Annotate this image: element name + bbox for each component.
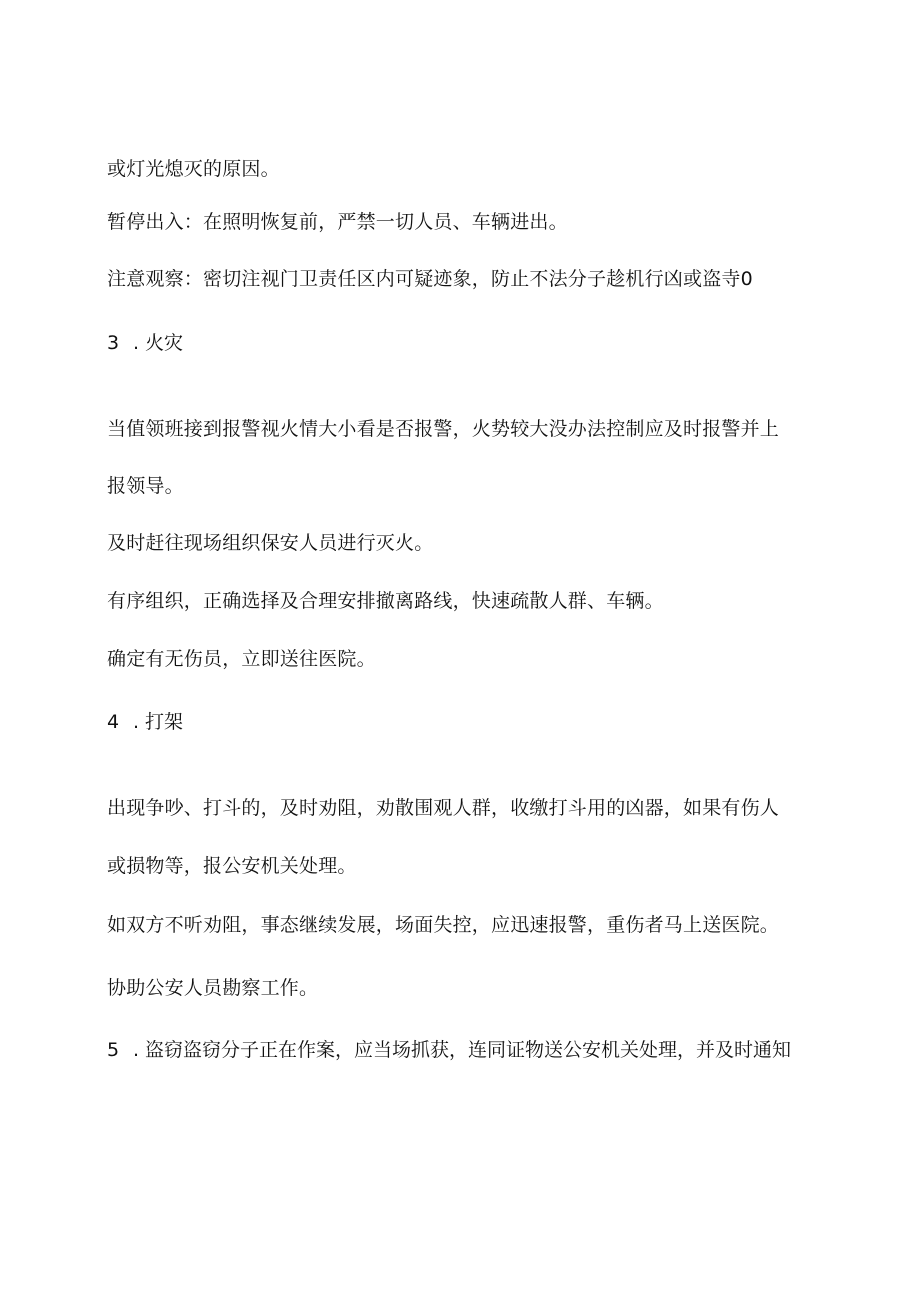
section-heading-theft <box>107 1036 807 1064</box>
paragraph-line: 报领导。 <box>107 475 184 497</box>
section-title: 打架 <box>145 711 184 733</box>
paragraph-line: 或灯光熄灭的原因。 <box>107 158 280 180</box>
section-number: 4 <box>107 711 120 733</box>
paragraph-line: 或损物等，报公安机关处理。 <box>107 855 357 877</box>
section-number: 3 <box>107 332 120 354</box>
paragraph-line: 有序组织，正确选择及合理安排撤离路线，快速疏散人群、车辆。 <box>107 590 664 612</box>
section-title: 火灾 <box>145 332 184 354</box>
section-text: 盗窃盗窃分子正在作案，应当场抓获，连同证物送公安机关处理，并及时通知 <box>145 1039 792 1061</box>
paragraph-line: 注意观察：密切注视门卫责任区内可疑迹象，防止不法分子趁机行凶或盗寺0 <box>107 268 753 290</box>
section-dot: . <box>133 332 140 354</box>
paragraph-line: 出现争吵、打斗的，及时劝阻，劝散围观人群，收缴打斗用的凶器，如果有伤人 <box>107 797 780 819</box>
section-dot: . <box>133 711 140 733</box>
section-dot: . <box>133 1039 140 1061</box>
paragraph-line: 当值领班接到报警视火情大小看是否报警，火势较大没办法控制应及时报警并上 <box>107 418 780 440</box>
paragraph-line: 及时赶往现场组织保安人员进行灭火。 <box>107 532 434 554</box>
paragraph-line: 暂停出入：在照明恢复前，严禁一切人员、车辆进出。 <box>107 211 568 233</box>
paragraph-line: 确定有无伤员，立即送往医院。 <box>107 648 376 670</box>
section-number: 5 <box>107 1039 120 1061</box>
paragraph-line: 如双方不听劝阻，事态继续发展，场面失控，应迅速报警，重伤者马上送医院。 <box>107 914 780 936</box>
paragraph-line: 协助公安人员勘察工作。 <box>107 977 319 999</box>
section-heading-fight <box>107 709 183 735</box>
section-heading-fire <box>107 330 183 356</box>
